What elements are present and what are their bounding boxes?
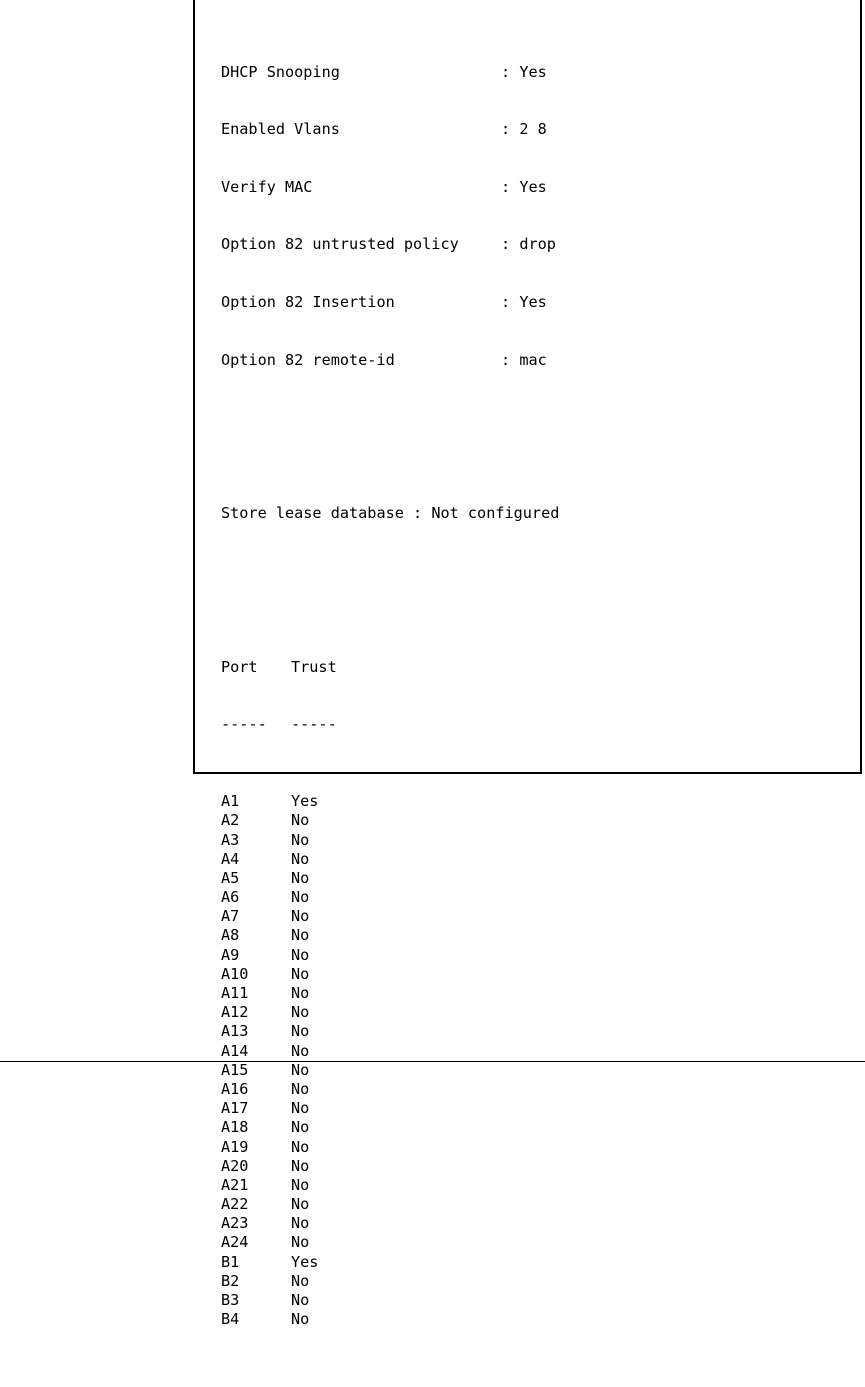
setting-separator: : [501, 292, 511, 311]
port-cell: A9 [221, 945, 240, 964]
setting-value: 2 8 [519, 120, 547, 139]
port-cell: A6 [221, 888, 240, 907]
port-cell: A18 [221, 1118, 249, 1137]
table-row [221, 1253, 559, 1272]
port-cell: B2 [221, 1271, 240, 1290]
port-cell: B3 [221, 1291, 240, 1310]
port-cell: A12 [221, 1003, 249, 1022]
trust-cell: No [291, 1175, 310, 1194]
table-row [221, 1214, 559, 1233]
setting-separator: : [501, 177, 511, 196]
table-row [221, 926, 559, 945]
setting-row-dhcp-snooping [221, 63, 559, 82]
table-row [221, 869, 559, 888]
port-cell: A1 [221, 792, 240, 811]
table-row [221, 1291, 559, 1310]
trust-cell: No [291, 1310, 310, 1329]
port-cell: A10 [221, 964, 249, 983]
setting-separator: : [501, 235, 511, 254]
setting-row-verify-mac [221, 178, 559, 197]
port-cell: A14 [221, 1041, 249, 1060]
footer-divider [0, 1061, 865, 1062]
table-row [221, 1157, 559, 1176]
trust-cell: Yes [291, 792, 319, 811]
setting-value: Yes [519, 62, 547, 81]
port-cell: A22 [221, 1195, 249, 1214]
table-row [221, 1138, 559, 1157]
setting-row-enabled-vlans [221, 120, 559, 139]
setting-separator: : [501, 62, 511, 81]
trust-cell: No [291, 868, 310, 887]
setting-separator: : [501, 350, 511, 369]
setting-row-option82-remote-id [221, 351, 559, 370]
trust-cell: No [291, 1060, 310, 1079]
port-cell: A17 [221, 1099, 249, 1118]
setting-key: Enabled Vlans [221, 120, 340, 139]
underline-port: ----- [221, 715, 267, 734]
trust-cell: No [291, 1137, 310, 1156]
table-header-underline [221, 715, 559, 734]
trust-cell: No [291, 1156, 310, 1175]
trust-cell: No [291, 964, 310, 983]
trust-cell: No [291, 1118, 310, 1137]
column-header-trust: Trust [291, 657, 337, 676]
table-row [221, 965, 559, 984]
port-cell: A16 [221, 1079, 249, 1098]
table-row [221, 1003, 559, 1022]
setting-separator: : [501, 120, 511, 139]
underline-trust: ----- [291, 715, 337, 734]
setting-key: DHCP Snooping [221, 62, 340, 81]
table-row [221, 1118, 559, 1137]
trust-cell: No [291, 1099, 310, 1118]
column-header-port: Port [221, 657, 258, 676]
lease-value: Not configured [431, 504, 560, 523]
table-row [221, 1022, 559, 1041]
port-cell: A2 [221, 811, 240, 830]
port-cell: A24 [221, 1233, 249, 1252]
trust-cell: No [291, 945, 310, 964]
table-row [221, 888, 559, 907]
table-row [221, 792, 559, 811]
trust-cell: No [291, 1022, 310, 1041]
setting-key: Option 82 Insertion [221, 292, 395, 311]
trust-cell: No [291, 1233, 310, 1252]
setting-value: Yes [519, 177, 547, 196]
trust-cell: No [291, 907, 310, 926]
port-cell: A23 [221, 1214, 249, 1233]
table-row [221, 1272, 559, 1291]
setting-key: Verify MAC [221, 177, 313, 196]
table-row [221, 946, 559, 965]
lease-database-row [221, 504, 559, 523]
trust-cell: No [291, 811, 310, 830]
port-cell: A20 [221, 1156, 249, 1175]
terminal-text [221, 5, 559, 1387]
port-cell: B1 [221, 1252, 240, 1271]
table-row [221, 811, 559, 830]
port-cell: A11 [221, 984, 249, 1003]
table-row [221, 1233, 559, 1252]
table-row [221, 1176, 559, 1195]
trust-cell: No [291, 888, 310, 907]
setting-row-option82-untrusted-policy [221, 235, 559, 254]
trust-cell: No [291, 1041, 310, 1060]
setting-key: Option 82 untrusted policy [221, 235, 459, 254]
trust-cell: No [291, 984, 310, 1003]
setting-key: Option 82 remote-id [221, 350, 395, 369]
trust-cell: Yes [291, 1252, 319, 1271]
trust-cell: No [291, 1003, 310, 1022]
table-header-row [221, 658, 559, 677]
port-cell: A13 [221, 1022, 249, 1041]
blank-line [221, 427, 559, 446]
table-row [221, 1099, 559, 1118]
trust-cell: No [291, 1079, 310, 1098]
blank-line [221, 581, 559, 600]
table-row [221, 1080, 559, 1099]
trust-cell: No [291, 830, 310, 849]
trust-cell: No [291, 1214, 310, 1233]
port-cell: A5 [221, 868, 240, 887]
port-cell: A8 [221, 926, 240, 945]
table-row [221, 1195, 559, 1214]
port-cell: A4 [221, 849, 240, 868]
trust-cell: No [291, 1271, 310, 1290]
table-row [221, 984, 559, 1003]
setting-value: mac [519, 350, 547, 369]
table-row [221, 1042, 559, 1061]
port-cell: A21 [221, 1175, 249, 1194]
setting-value: Yes [519, 292, 547, 311]
port-cell: B4 [221, 1310, 240, 1329]
trust-cell: No [291, 849, 310, 868]
port-cell: A7 [221, 907, 240, 926]
table-row [221, 850, 559, 869]
table-row [221, 907, 559, 926]
trust-cell: No [291, 1291, 310, 1310]
setting-value: drop [519, 235, 556, 254]
lease-label: Store lease database [221, 504, 404, 523]
trust-cell: No [291, 926, 310, 945]
port-cell: A19 [221, 1137, 249, 1156]
setting-row-option82-insertion [221, 293, 559, 312]
trust-cell: No [291, 1195, 310, 1214]
terminal-output-panel [193, 0, 862, 1329]
table-row [221, 831, 559, 850]
table-row [221, 1061, 559, 1080]
table-row [221, 1310, 559, 1329]
port-cell: A3 [221, 830, 240, 849]
port-cell: A15 [221, 1060, 249, 1079]
lease-separator: : [413, 504, 423, 523]
